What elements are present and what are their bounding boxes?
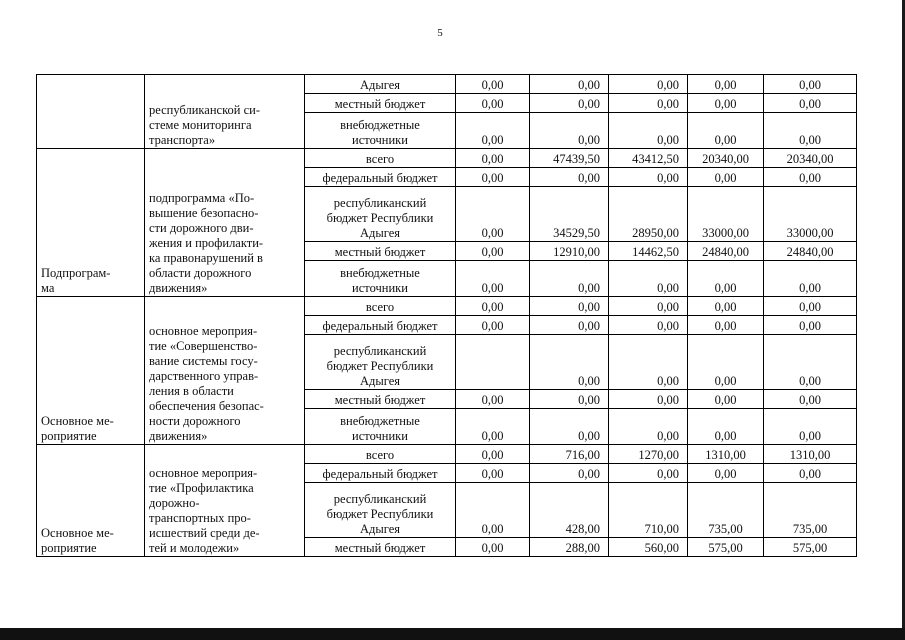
amount-cell (456, 335, 530, 390)
amount-cell: 0,00 (688, 335, 764, 390)
amount-cell: 20340,00 (688, 149, 764, 168)
amount-cell: 0,00 (530, 168, 609, 187)
amount-cell: 0,00 (530, 409, 609, 445)
amount-cell: 710,00 (609, 483, 688, 538)
page-number: 5 (437, 27, 443, 39)
amount-cell: 0,00 (609, 335, 688, 390)
table-row (37, 445, 857, 464)
amount-cell: 0,00 (530, 113, 609, 149)
funding-source-cell: местный бюджет (305, 390, 456, 409)
amount-cell: 0,00 (530, 390, 609, 409)
program-name-cell: основное мероприя- тие «Совершенство- вание системы госу- дарственного управ- ления в области обеспечения безопас- ности дорожного движения» (145, 297, 305, 445)
amount-cell: 0,00 (688, 261, 764, 297)
amount-cell: 0,00 (456, 464, 530, 483)
table-row (37, 297, 857, 316)
amount-cell: 0,00 (530, 316, 609, 335)
amount-cell: 12910,00 (530, 242, 609, 261)
amount-cell: 0,00 (764, 261, 857, 297)
amount-cell: 0,00 (764, 168, 857, 187)
funding-source-cell: федеральный бюджет (305, 316, 456, 335)
amount-cell: 0,00 (456, 168, 530, 187)
amount-cell: 0,00 (688, 316, 764, 335)
amount-cell: 0,00 (764, 409, 857, 445)
amount-cell: 0,00 (764, 75, 857, 94)
amount-cell: 0,00 (456, 75, 530, 94)
amount-cell: 0,00 (456, 149, 530, 168)
amount-cell: 34529,50 (530, 187, 609, 242)
amount-cell: 0,00 (688, 409, 764, 445)
funding-source-cell: федеральный бюджет (305, 464, 456, 483)
amount-cell: 575,00 (688, 538, 764, 557)
amount-cell: 20340,00 (764, 149, 857, 168)
amount-cell: 0,00 (609, 390, 688, 409)
amount-cell: 735,00 (688, 483, 764, 538)
amount-cell: 0,00 (530, 297, 609, 316)
amount-cell: 33000,00 (764, 187, 857, 242)
table-row (37, 75, 857, 94)
amount-cell: 28950,00 (609, 187, 688, 242)
funding-source-cell: всего (305, 445, 456, 464)
program-type-cell: Подпрограм- ма (37, 149, 145, 297)
table-row (37, 149, 857, 168)
funding-source-cell: местный бюджет (305, 538, 456, 557)
amount-cell: 24840,00 (764, 242, 857, 261)
program-name-cell: республиканской си- стеме мониторинга транспорта» (145, 75, 305, 149)
amount-cell: 24840,00 (688, 242, 764, 261)
funding-table (36, 74, 857, 557)
amount-cell: 428,00 (530, 483, 609, 538)
amount-cell: 0,00 (609, 261, 688, 297)
amount-cell: 0,00 (688, 464, 764, 483)
funding-source-cell: федеральный бюджет (305, 168, 456, 187)
funding-source-cell: внебюджетные источники (305, 113, 456, 149)
funding-source-cell: местный бюджет (305, 242, 456, 261)
amount-cell: 0,00 (456, 538, 530, 557)
funding-source-cell: местный бюджет (305, 94, 456, 113)
funding-source-cell: внебюджетные источники (305, 409, 456, 445)
funding-source-cell: республиканский бюджет Республики Адыгея (305, 187, 456, 242)
amount-cell: 0,00 (530, 261, 609, 297)
funding-source-cell: всего (305, 297, 456, 316)
amount-cell: 14462,50 (609, 242, 688, 261)
amount-cell: 0,00 (609, 168, 688, 187)
amount-cell: 0,00 (530, 464, 609, 483)
amount-cell: 0,00 (456, 187, 530, 242)
amount-cell: 0,00 (609, 316, 688, 335)
amount-cell: 1310,00 (688, 445, 764, 464)
amount-cell: 0,00 (764, 316, 857, 335)
amount-cell: 0,00 (609, 113, 688, 149)
amount-cell: 0,00 (764, 113, 857, 149)
amount-cell: 0,00 (609, 75, 688, 94)
amount-cell: 0,00 (764, 335, 857, 390)
amount-cell: 0,00 (688, 113, 764, 149)
program-type-cell: Основное ме- роприятие (37, 445, 145, 557)
amount-cell: 0,00 (530, 75, 609, 94)
amount-cell: 288,00 (530, 538, 609, 557)
amount-cell: 0,00 (764, 390, 857, 409)
amount-cell: 735,00 (764, 483, 857, 538)
amount-cell: 0,00 (609, 464, 688, 483)
funding-source-cell: всего (305, 149, 456, 168)
amount-cell: 47439,50 (530, 149, 609, 168)
amount-cell: 0,00 (688, 168, 764, 187)
program-name-cell: основное мероприя- тие «Профилактика дорожно- транспортных про- исшествий среди де- тей и молодежи» (145, 445, 305, 557)
amount-cell: 0,00 (688, 94, 764, 113)
amount-cell: 575,00 (764, 538, 857, 557)
scan-edge-bottom (0, 628, 905, 640)
amount-cell: 0,00 (456, 316, 530, 335)
amount-cell: 716,00 (530, 445, 609, 464)
amount-cell: 0,00 (456, 390, 530, 409)
amount-cell: 1270,00 (609, 445, 688, 464)
amount-cell: 0,00 (456, 445, 530, 464)
amount-cell: 0,00 (764, 297, 857, 316)
amount-cell: 0,00 (456, 113, 530, 149)
funding-source-cell: республиканский бюджет Республики Адыгея (305, 483, 456, 538)
amount-cell: 1310,00 (764, 445, 857, 464)
amount-cell: 0,00 (764, 464, 857, 483)
amount-cell: 0,00 (764, 94, 857, 113)
amount-cell: 0,00 (456, 242, 530, 261)
amount-cell: 0,00 (609, 409, 688, 445)
amount-cell: 0,00 (688, 297, 764, 316)
amount-cell: 0,00 (609, 94, 688, 113)
funding-source-cell: Адыгея (305, 75, 456, 94)
amount-cell: 0,00 (456, 297, 530, 316)
amount-cell: 43412,50 (609, 149, 688, 168)
amount-cell: 33000,00 (688, 187, 764, 242)
amount-cell: 0,00 (688, 390, 764, 409)
amount-cell: 0,00 (456, 483, 530, 538)
program-type-cell: Основное ме- роприятие (37, 297, 145, 445)
funding-source-cell: внебюджетные источники (305, 261, 456, 297)
amount-cell: 0,00 (456, 261, 530, 297)
program-name-cell: подпрограмма «По- вышение безопасно- сти дорожного дви- жения и профилакти- ка правонарушений в области дорожного движения» (145, 149, 305, 297)
amount-cell: 0,00 (530, 94, 609, 113)
amount-cell: 0,00 (456, 409, 530, 445)
amount-cell: 0,00 (456, 94, 530, 113)
amount-cell: 0,00 (688, 75, 764, 94)
funding-source-cell: республиканский бюджет Республики Адыгея (305, 335, 456, 390)
program-type-cell (37, 75, 145, 149)
amount-cell: 560,00 (609, 538, 688, 557)
amount-cell: 0,00 (609, 297, 688, 316)
amount-cell: 0,00 (530, 335, 609, 390)
